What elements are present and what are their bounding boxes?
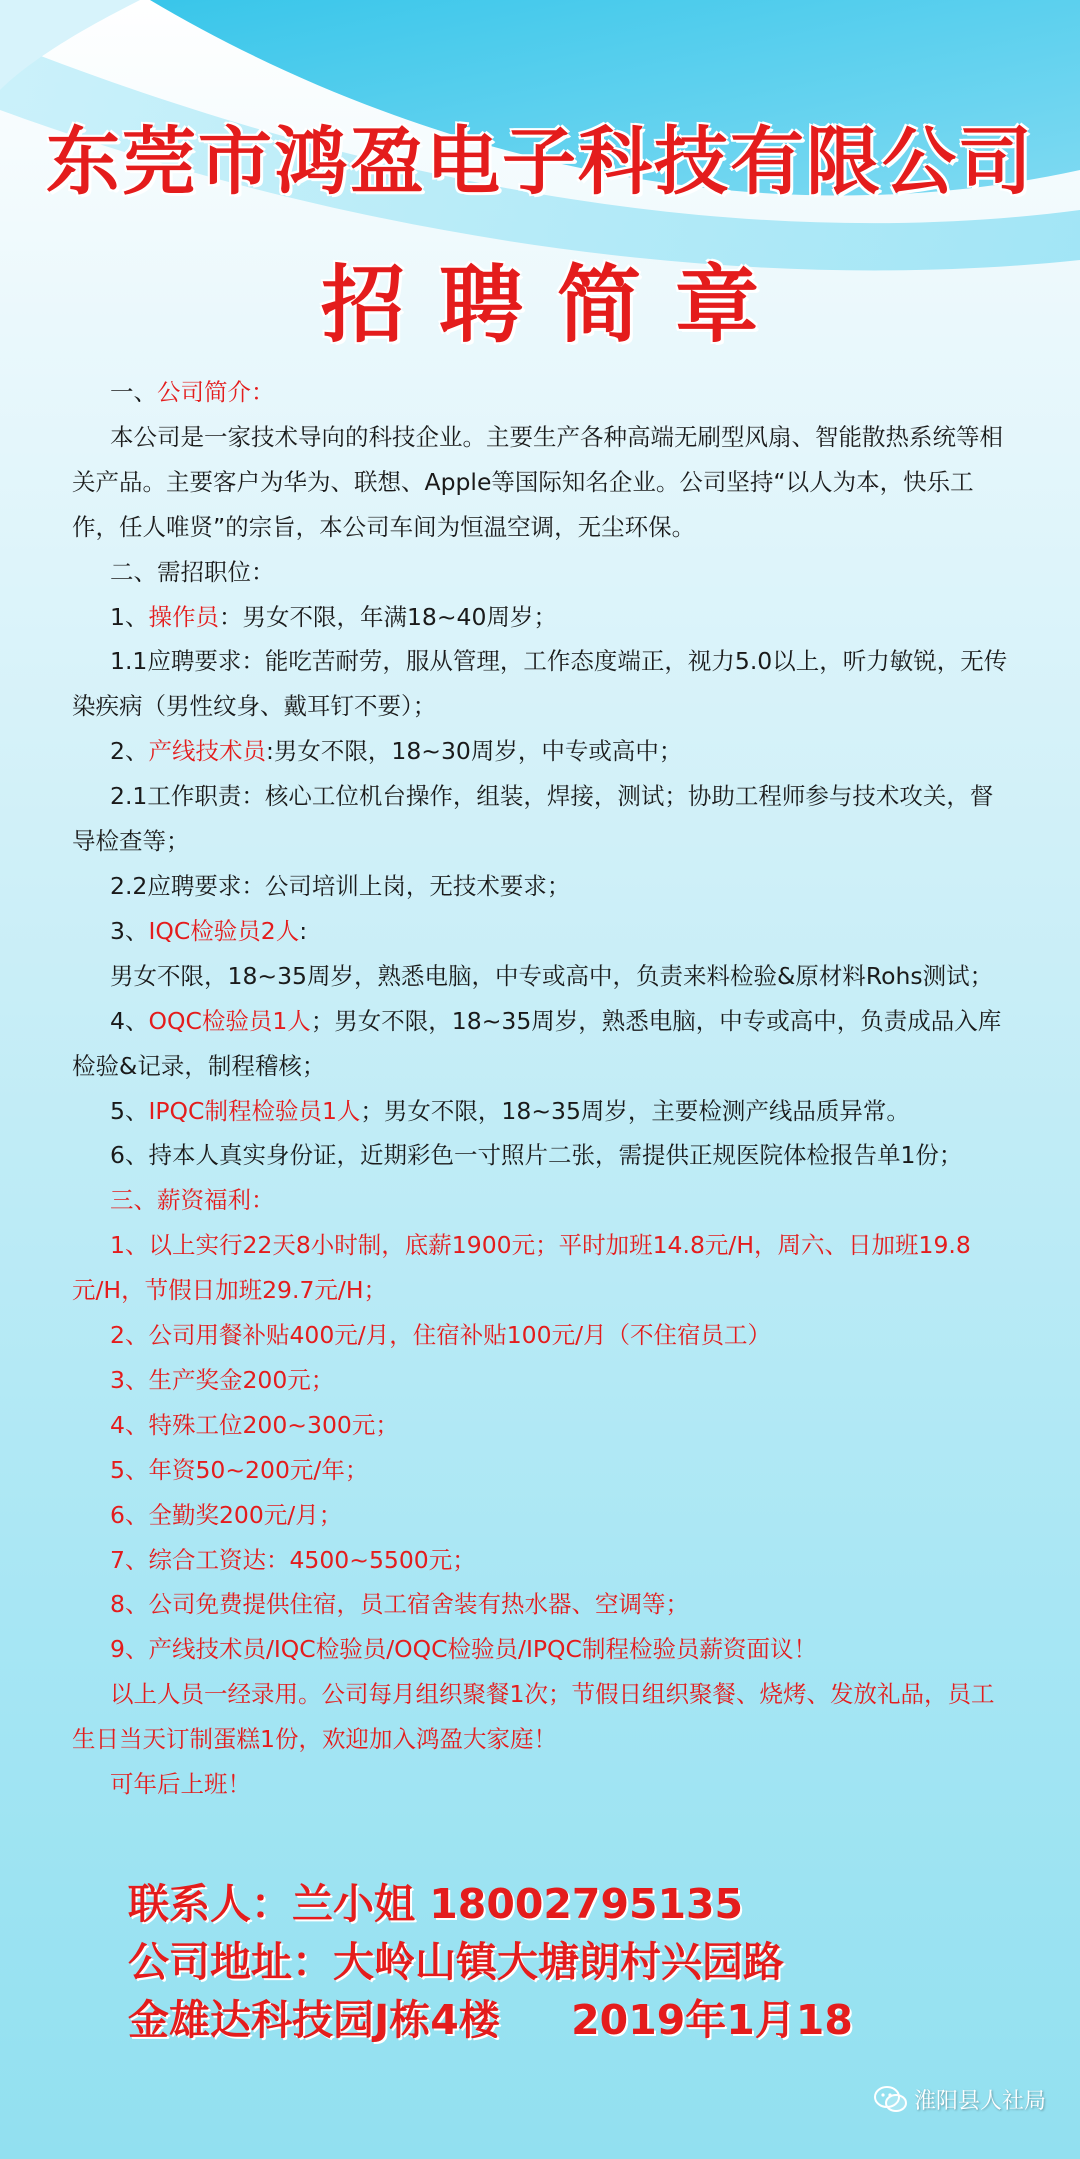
highlight-text: 5、年资50~200元/年； (110, 1455, 369, 1484)
body-text: 1.1应聘要求：能吃苦耐劳，服从管理，工作态度端正，视力5.0以上，听力敏锐，无传染疾病（男性纹身、戴耳钉不要）； (72, 647, 1008, 721)
body-line (72, 595, 1012, 640)
highlight-text: 产线技术员 (148, 737, 266, 766)
body-text: 男女不限，18~35周岁，熟悉电脑，中专或高中，负责来料检验&原材料Rohs测试； (110, 961, 994, 990)
highlight-text: OQC检验员1人 (148, 1006, 311, 1035)
highlight-text: 4、特殊工位200~300元； (110, 1410, 399, 1439)
body-line (72, 1627, 1012, 1672)
body-line (72, 999, 1012, 1089)
recruitment-body (72, 370, 1012, 1807)
body-text: :男女不限，18~30周岁，中专或高中； (265, 737, 683, 766)
body-text: 6、持本人真实身份证，近期彩色一寸照片二张，需提供正规医院体检报告单1份； (110, 1141, 963, 1170)
body-line (72, 864, 1012, 909)
highlight-text: 1、以上实行22天8小时制，底薪1900元；平时加班14.8元/H，周六、日加班19.8元/H，节假日加班29.7元/H； (72, 1231, 971, 1305)
body-line (72, 1313, 1012, 1358)
highlight-text: 公司简介： (157, 378, 275, 406)
highlight-text: 操作员 (148, 602, 219, 631)
highlight-text: 7、综合工资达：4500~5500元； (110, 1545, 476, 1574)
body-text: 一、 (110, 378, 157, 406)
body-text: : (299, 916, 308, 945)
highlight-text: 三、薪资福利： (110, 1186, 275, 1215)
highlight-text: 9、产线技术员/IQC检验员/OQC检验员/IPQC制程检验员薪资面议！ (110, 1635, 817, 1664)
contact-block (128, 1875, 1028, 2049)
highlight-text: IPQC制程检验员1人 (148, 1096, 361, 1125)
body-line (72, 1178, 1012, 1223)
body-text: 二、需招职位： (110, 557, 275, 586)
body-text: 1、 (110, 602, 149, 631)
body-line (72, 1133, 1012, 1178)
watermark (874, 2084, 1046, 2115)
body-line (72, 550, 1012, 595)
body-line (72, 1672, 1012, 1762)
highlight-text: 8、公司免费提供住宿，员工宿舍装有热水器、空调等； (110, 1590, 689, 1619)
highlight-text: 3、生产奖金200元； (110, 1365, 335, 1394)
body-line (72, 1358, 1012, 1403)
body-text: 2、 (110, 737, 149, 766)
body-line (72, 954, 1012, 999)
body-text: ；男女不限，18~35周岁，主要检测产线品质异常。 (360, 1096, 910, 1125)
highlight-text: 6、全勤奖200元/月； (110, 1500, 343, 1529)
body-line (72, 774, 1012, 864)
contact-person: 联系人：兰小姐 18002795135 (128, 1880, 744, 1928)
watermark-text: 淮阳县人社局 (913, 2089, 1046, 2114)
body-text: 2.2应聘要求：公司培训上岗，无技术要求； (110, 871, 571, 900)
recruitment-title: 招聘简章 (320, 256, 793, 354)
body-text: ：男女不限，年满18~40周岁； (218, 602, 557, 631)
body-text: 3、 (110, 916, 149, 945)
body-line (72, 729, 1012, 774)
highlight-text: 可年后上班！ (110, 1770, 251, 1799)
body-line (72, 1089, 1012, 1134)
body-text: 本公司是一家技术导向的科技企业。主要生产各种高端无刷型风扇、智能散热系统等相关产品。主要客户为华为、联想、Apple等国际知名企业。公司坚持“以人为本，快乐工作，任人唯贤”的宗旨，本公司车间为恒温空调，无尘环保。 (72, 422, 1003, 541)
body-text: 5、 (110, 1096, 149, 1125)
body-line (72, 1403, 1012, 1448)
wechat-icon (874, 2086, 908, 2114)
body-line (72, 415, 1012, 550)
body-line (72, 909, 1012, 954)
company-address-continued: 金雄达科技园J栋4楼 2019年1月18 (128, 1996, 853, 2044)
highlight-text: 2、公司用餐补贴400元/月，住宿补贴100元/月（不住宿员工） (110, 1321, 771, 1350)
body-line (72, 1223, 1012, 1313)
highlight-text: 以上人员一经录用。公司每月组织聚餐1次；节假日组织聚餐、烧烤、发放礼品，员工生日当天订制蛋糕1份，欢迎加入鸿盈大家庭！ (72, 1680, 995, 1754)
company-name-heading: 东莞市鸿盈电子科技有限公司 (46, 119, 1034, 205)
body-line (72, 639, 1012, 729)
body-line (72, 1762, 1012, 1807)
body-line (72, 370, 1012, 415)
body-line (72, 1493, 1012, 1538)
body-line (72, 1538, 1012, 1583)
body-text: ；男女不限，18~35周岁，熟悉电脑，中专或高中，负责成品入库检验&记录，制程稽核； (72, 1006, 1002, 1080)
highlight-text: IQC检验员2人 (148, 916, 300, 945)
company-address: 公司地址：大岭山镇大塘朗村兴园路 (128, 1938, 784, 1986)
body-text: 2.1工作职责：核心工位机台操作，组装，焊接，测试；协助工程师参与技术攻关，督导检查等； (72, 782, 994, 856)
body-line (72, 1448, 1012, 1493)
body-line (72, 1582, 1012, 1627)
body-text: 4、 (110, 1006, 149, 1035)
